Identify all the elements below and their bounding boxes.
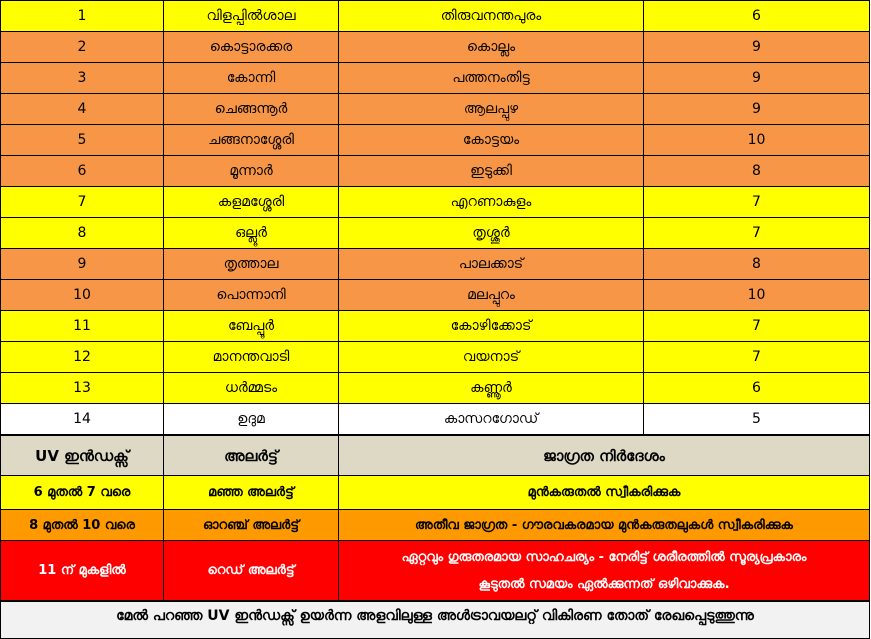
station-name: ഒല്ലൂർ: [164, 218, 339, 249]
row-number: 3: [1, 63, 164, 94]
table-row: [1, 280, 870, 311]
table-row: [1, 218, 870, 249]
legend-alert: ഓറഞ്ച് അലർട്ട്: [164, 510, 339, 541]
legend-range: 8 മുതൽ 10 വരെ: [1, 510, 164, 541]
table-row: [1, 404, 870, 436]
station-name: ചെങ്ങന്നൂർ: [164, 94, 339, 125]
footer-note: മേൽ പറഞ്ഞ UV ഇൻഡക്സ് ഉയർന്ന അളവിലുള്ള അൾട്രാവയലറ്റ് വികിരണ തോത് രേഖപ്പെടുത്തുന്നു: [1, 601, 870, 639]
table-row: [1, 342, 870, 373]
district-name: വയനാട്: [339, 342, 644, 373]
row-number: 4: [1, 94, 164, 125]
row-number: 12: [1, 342, 164, 373]
district-name: എറണാകുളം: [339, 187, 644, 218]
row-number: 11: [1, 311, 164, 342]
uv-index-value: 8: [644, 156, 870, 187]
district-name: പാലക്കാട്: [339, 249, 644, 280]
table-row: [1, 373, 870, 404]
legend-alert: മഞ്ഞ അലർട്ട്: [164, 476, 339, 510]
legend-alert: റെഡ് അലർട്ട്: [164, 541, 339, 602]
uv-index-value: 9: [644, 63, 870, 94]
legend-range: 6 മുതൽ 7 വരെ: [1, 476, 164, 510]
district-name: കണ്ണൂർ: [339, 373, 644, 404]
uv-index-value: 7: [644, 218, 870, 249]
legend-header-alert: അലർട്ട്: [164, 435, 339, 476]
district-name: കാസറഗോഡ്: [339, 404, 644, 436]
table-row: [1, 156, 870, 187]
district-name: കൊല്ലം: [339, 32, 644, 63]
uv-index-value: 9: [644, 94, 870, 125]
row-number: 13: [1, 373, 164, 404]
legend-header-row: [1, 435, 870, 476]
uv-index-value: 7: [644, 342, 870, 373]
legend-row-yellow: [1, 476, 870, 510]
legend-advice: [339, 510, 870, 541]
uv-index-value: 7: [644, 311, 870, 342]
legend-advice-line: അതീവ ജാഗ്രത - ഗൗരവകരമായ മുൻകരുതലുകൾ സ്വീകരിക്കുക: [415, 517, 793, 533]
station-name: ചങ്ങനാശ്ശേരി: [164, 125, 339, 156]
station-name: കോന്നി: [164, 63, 339, 94]
footer-note-row: [1, 601, 870, 639]
row-number: 6: [1, 156, 164, 187]
row-number: 14: [1, 404, 164, 436]
station-name: ബേപ്പൂർ: [164, 311, 339, 342]
legend-range: 11 ന് മുകളിൽ: [1, 541, 164, 602]
legend-advice: [339, 541, 870, 602]
table-row: [1, 187, 870, 218]
station-name: കൊട്ടാരക്കര: [164, 32, 339, 63]
legend-header-advice: ജാഗ്രത നിർദേശം: [339, 435, 870, 476]
district-name: പത്തനംതിട്ട: [339, 63, 644, 94]
legend-advice: [339, 476, 870, 510]
station-name: വിളപ്പിൽശാല: [164, 1, 339, 32]
legend-row-red: [1, 541, 870, 602]
legend-header-uv-index: UV ഇൻഡക്സ്: [1, 435, 164, 476]
uv-index-value: 9: [644, 32, 870, 63]
district-name: കോട്ടയം: [339, 125, 644, 156]
district-name: ഇടുക്കി: [339, 156, 644, 187]
table-row: [1, 94, 870, 125]
uv-index-value: 8: [644, 249, 870, 280]
legend-advice-line: കൂടുതൽ സമയം ഏൽക്കുന്നത് ഒഴിവാക്കുക.: [478, 576, 730, 592]
table-row: [1, 1, 870, 32]
uv-index-value: 10: [644, 125, 870, 156]
station-name: മാനന്തവാടി: [164, 342, 339, 373]
row-number: 7: [1, 187, 164, 218]
district-name: തൃശ്ശൂർ: [339, 218, 644, 249]
table-row: [1, 125, 870, 156]
district-name: കോഴിക്കോട്: [339, 311, 644, 342]
row-number: 2: [1, 32, 164, 63]
table-row: [1, 311, 870, 342]
district-name: തിരുവനന്തപുരം: [339, 1, 644, 32]
legend-row-orange: [1, 510, 870, 541]
station-name: ഉദുമ: [164, 404, 339, 436]
table-row: [1, 32, 870, 63]
station-name: തൃത്താല: [164, 249, 339, 280]
table-row: [1, 249, 870, 280]
uv-index-value: 5: [644, 404, 870, 436]
row-number: 5: [1, 125, 164, 156]
station-name: പൊന്നാനി: [164, 280, 339, 311]
uv-index-value: 6: [644, 1, 870, 32]
legend-advice-line: മുൻകരുതൽ സ്വീകരിക്കുക: [527, 485, 681, 500]
station-name: കളമശ്ശേരി: [164, 187, 339, 218]
district-name: മലപ്പുറം: [339, 280, 644, 311]
station-name: ധർമ്മടം: [164, 373, 339, 404]
row-number: 8: [1, 218, 164, 249]
table-row: [1, 63, 870, 94]
row-number: 1: [1, 1, 164, 32]
station-name: മൂന്നാർ: [164, 156, 339, 187]
district-name: ആലപ്പുഴ: [339, 94, 644, 125]
uv-index-value: 6: [644, 373, 870, 404]
uv-index-value: 10: [644, 280, 870, 311]
uv-index-value: 7: [644, 187, 870, 218]
legend-advice-line: ഏറ്റവും ഗുരുതരമായ സാഹചര്യം - നേരിട്ട് ശരീരത്തിൽ സൂര്യപ്രകാരം: [401, 549, 807, 565]
row-number: 10: [1, 280, 164, 311]
row-number: 9: [1, 249, 164, 280]
